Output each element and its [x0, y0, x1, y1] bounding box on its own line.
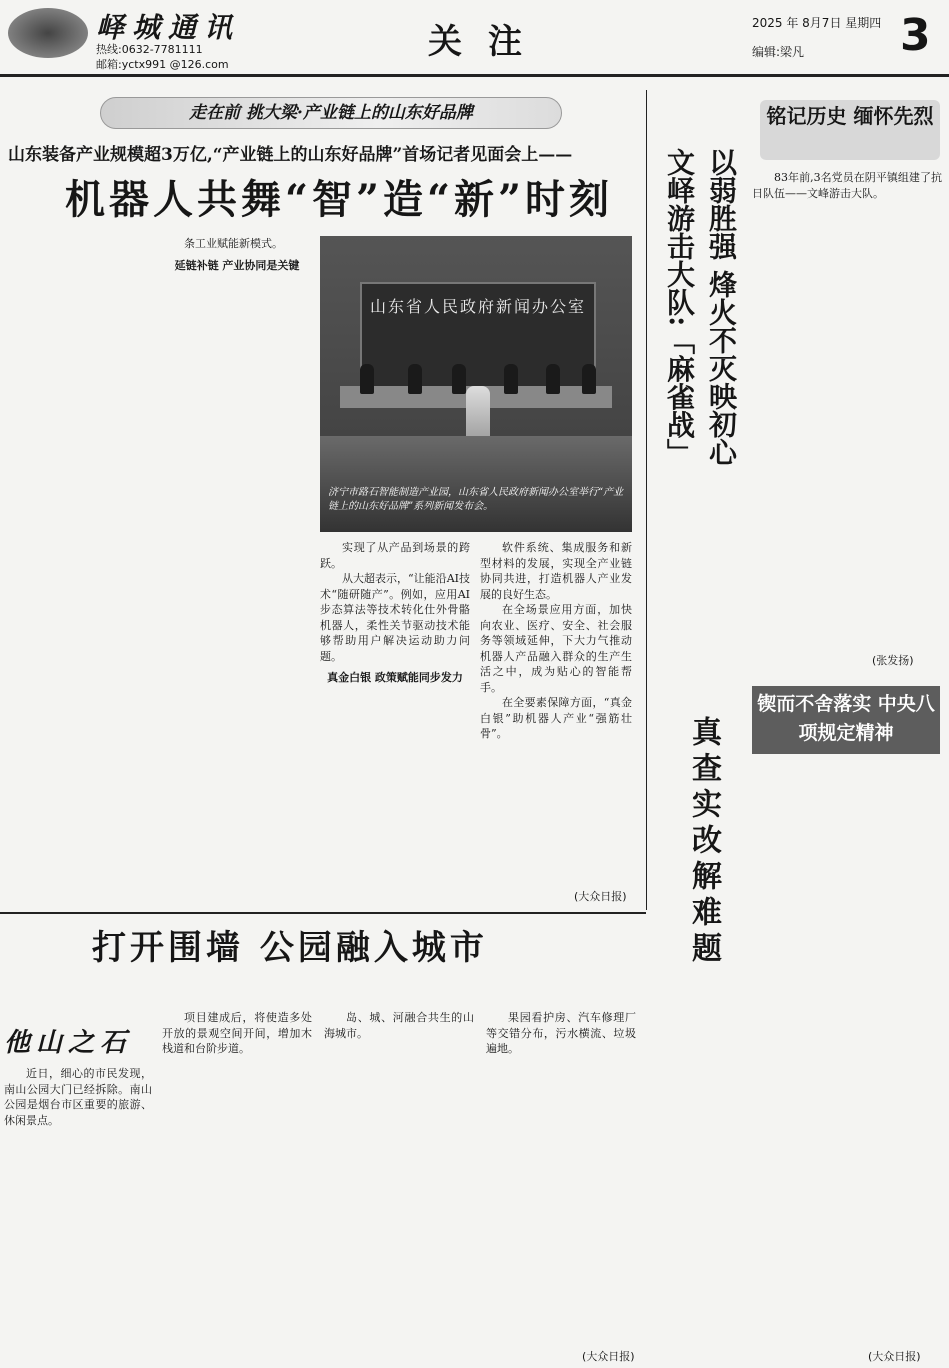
- paragraph: 软件系统、集成服务和新型材料的发展，实现全产业链协同共进，打造机器人产业发展的良好生态。: [480, 541, 632, 601]
- section-name: 关注: [428, 22, 548, 62]
- paragraph: 在全要素保障方面，“真金白银”助机器人产业“强筋壮骨”。: [480, 696, 632, 740]
- second-source: (大众日报): [582, 1350, 635, 1363]
- section-subhead: 真金白银 政策赋能同步发力: [327, 671, 463, 684]
- section-subhead: 延链补链 产业协同是关键: [174, 258, 300, 272]
- second-column-3: [324, 1010, 474, 1360]
- paragraph: 83年前,3名党员在阴平镇组建了抗日队伍——文峰游击大队。: [752, 171, 942, 200]
- right-bottom-body: [752, 756, 942, 996]
- right-bottom-source: (大众日报): [868, 1350, 921, 1363]
- masthead-seal-illustration: [8, 8, 88, 58]
- masthead-rule: [0, 74, 949, 77]
- story-divider: [0, 912, 646, 914]
- paragraph: 从大超表示，“让能沿AI技术“随研随产”。例如，应用AI步态算法等技术转化仕外骨骼机器人，柔性关节驱动技术能够帮助用户解决运动助力问题。: [320, 572, 470, 663]
- paragraph: 条工业赋能新模式。: [184, 237, 283, 250]
- right-top-headline-line2: 文峄游击大队:「麻雀战」: [663, 148, 696, 467]
- column-divider: [646, 90, 647, 910]
- series-banner: 走在前 挑大梁·产业链上的山东好品牌: [100, 97, 562, 129]
- lead-column-4: [480, 540, 632, 890]
- issue-date: 2025 年 8月7日 星期四: [752, 16, 882, 30]
- paragraph: 近日，细心的市民发现，南山公园大门已经拆除。南山公园是烟台市区重要的旅游、休闲景点。: [4, 1067, 152, 1127]
- second-column-4: [486, 1010, 636, 1344]
- right-bottom-headline: 真查实改解难题: [686, 716, 721, 968]
- right-top-source: (张发扬): [872, 654, 914, 667]
- second-column-1: [4, 1066, 152, 1360]
- page-number: 3: [900, 10, 931, 61]
- paragraph: 岛、城、河融合共生的山海城市。: [324, 1011, 474, 1040]
- photo-caption: 济宁市路石智能制造产业园，山东省人民政府新闻办公室举行“产业链上的山东好品牌”系列新闻发布会。: [328, 487, 624, 512]
- lead-column-2: [162, 236, 312, 910]
- press-conference-photo: [320, 236, 632, 532]
- lead-column-1: [8, 236, 154, 910]
- hotline: 热线:0632-7781111: [96, 43, 203, 56]
- lead-headline: 机器人共舞“智”造“新”时刻: [65, 176, 614, 223]
- series-banner-memorial: 铭记历史 缅怀先烈: [760, 100, 940, 160]
- second-headline: 打开围墙 公园融入城市: [92, 928, 488, 968]
- paragraph: 项目建成后，将使造多处开放的景观空间开间，增加木栈道和台阶步道。: [162, 1011, 312, 1055]
- column-logo-other-mountains: 他山之石: [4, 1028, 133, 1058]
- right-bottom-body-continued: [662, 1000, 942, 1342]
- second-column-2: [162, 1010, 312, 1360]
- photo-screen-text: 山东省人民政府新闻办公室: [369, 297, 586, 316]
- editor-credit: 编辑:梁凡: [752, 45, 805, 59]
- lead-subheadline: 山东装备产业规模超3万亿,“产业链上的山东好品牌”首场记者见面会上——: [8, 145, 573, 165]
- series-banner-discipline: 锲而不舍落实 中央八项规定精神: [752, 686, 940, 754]
- newspaper-name: 峄城通讯: [96, 11, 241, 44]
- lead-column-3: [320, 540, 470, 910]
- paragraph: 实现了从产品到场景的跨跃。: [320, 541, 470, 570]
- masthead-contact: [96, 42, 229, 72]
- paragraph: 在全场景应用方面，加快向农业、医疗、安全、社会服务等领域延伸，下大力气推动机器人产品融入群众的生产生活之中，成为贴心的智能帮手。: [480, 603, 632, 694]
- right-top-body: [752, 170, 942, 494]
- email: 邮箱:yctx991 @126.com: [96, 58, 229, 71]
- paragraph: 果园看护房、汽车修理厂等交错分布，污水横流、垃圾遍地。: [486, 1011, 636, 1055]
- lead-source: (大众日报): [574, 890, 627, 903]
- right-top-headline: 以弱胜强 烽火不灭映初心: [705, 148, 738, 466]
